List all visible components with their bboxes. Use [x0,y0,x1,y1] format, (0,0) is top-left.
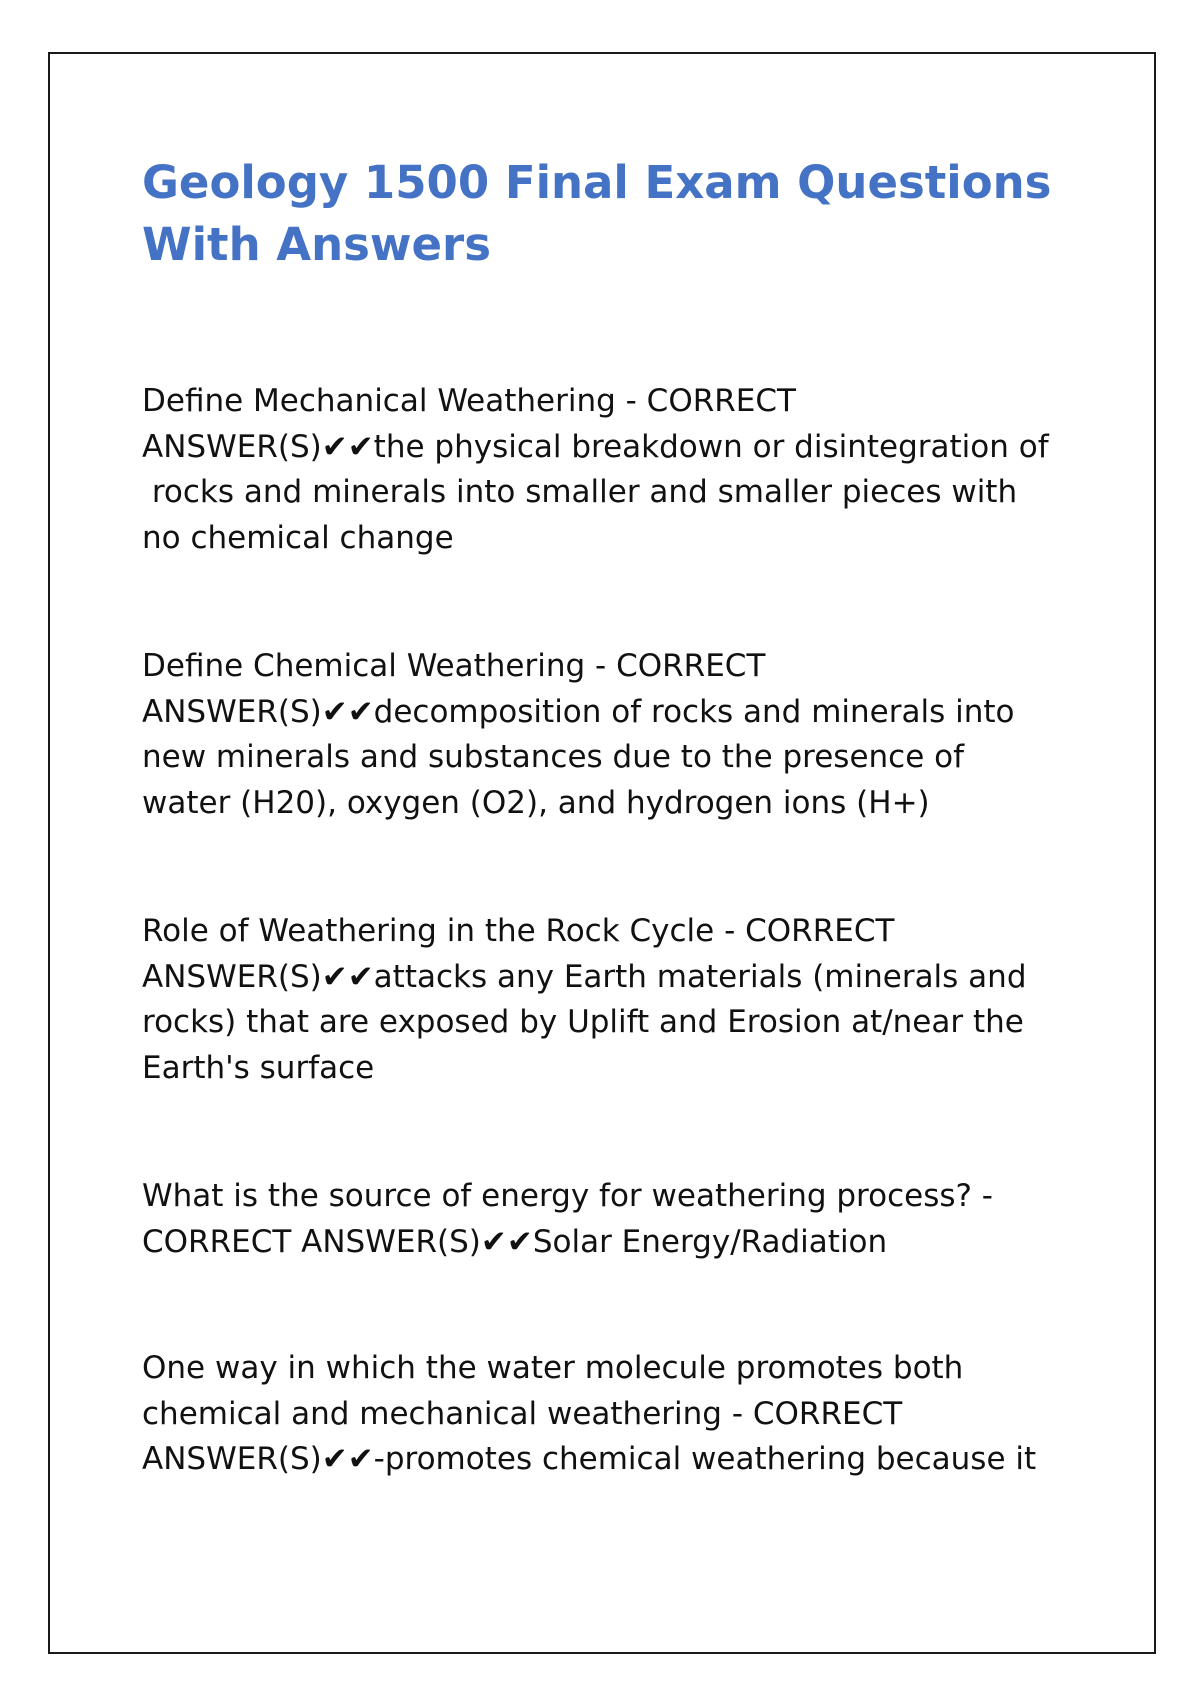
qa-entry-chemical-weathering: Define Chemical Weathering - CORRECT ANSWER(S)✔✔decomposition of rocks and minerals into new minerals and substances due to the presence of water (H20), oxygen (O2), and hydrogen ions (H+) [142,648,1015,821]
document-page [48,52,1156,1654]
qa-entry-water-molecule: One way in which the water molecule promotes both chemical and mechanical weathering - CORRECT ANSWER(S)✔✔-promotes chemical weathering because it [142,1350,1037,1477]
qa-entry-mechanical-weathering: Define Mechanical Weathering - CORRECT ANSWER(S)✔✔the physical breakdown or disintegration of rocks and minerals into smaller and smaller pieces with no chemical change [142,383,1049,556]
document-title: Geology 1500 Final Exam Questions With Answers [142,156,1052,271]
qa-entry-energy-source: What is the source of energy for weathering process? - CORRECT ANSWER(S)✔✔Solar Energy/Radiation [142,1178,993,1260]
qa-entry-rock-cycle-role: Role of Weathering in the Rock Cycle - CORRECT ANSWER(S)✔✔attacks any Earth materials (minerals and rocks) that are exposed by Uplift and Erosion at/near the Earth's surface [142,913,1027,1086]
